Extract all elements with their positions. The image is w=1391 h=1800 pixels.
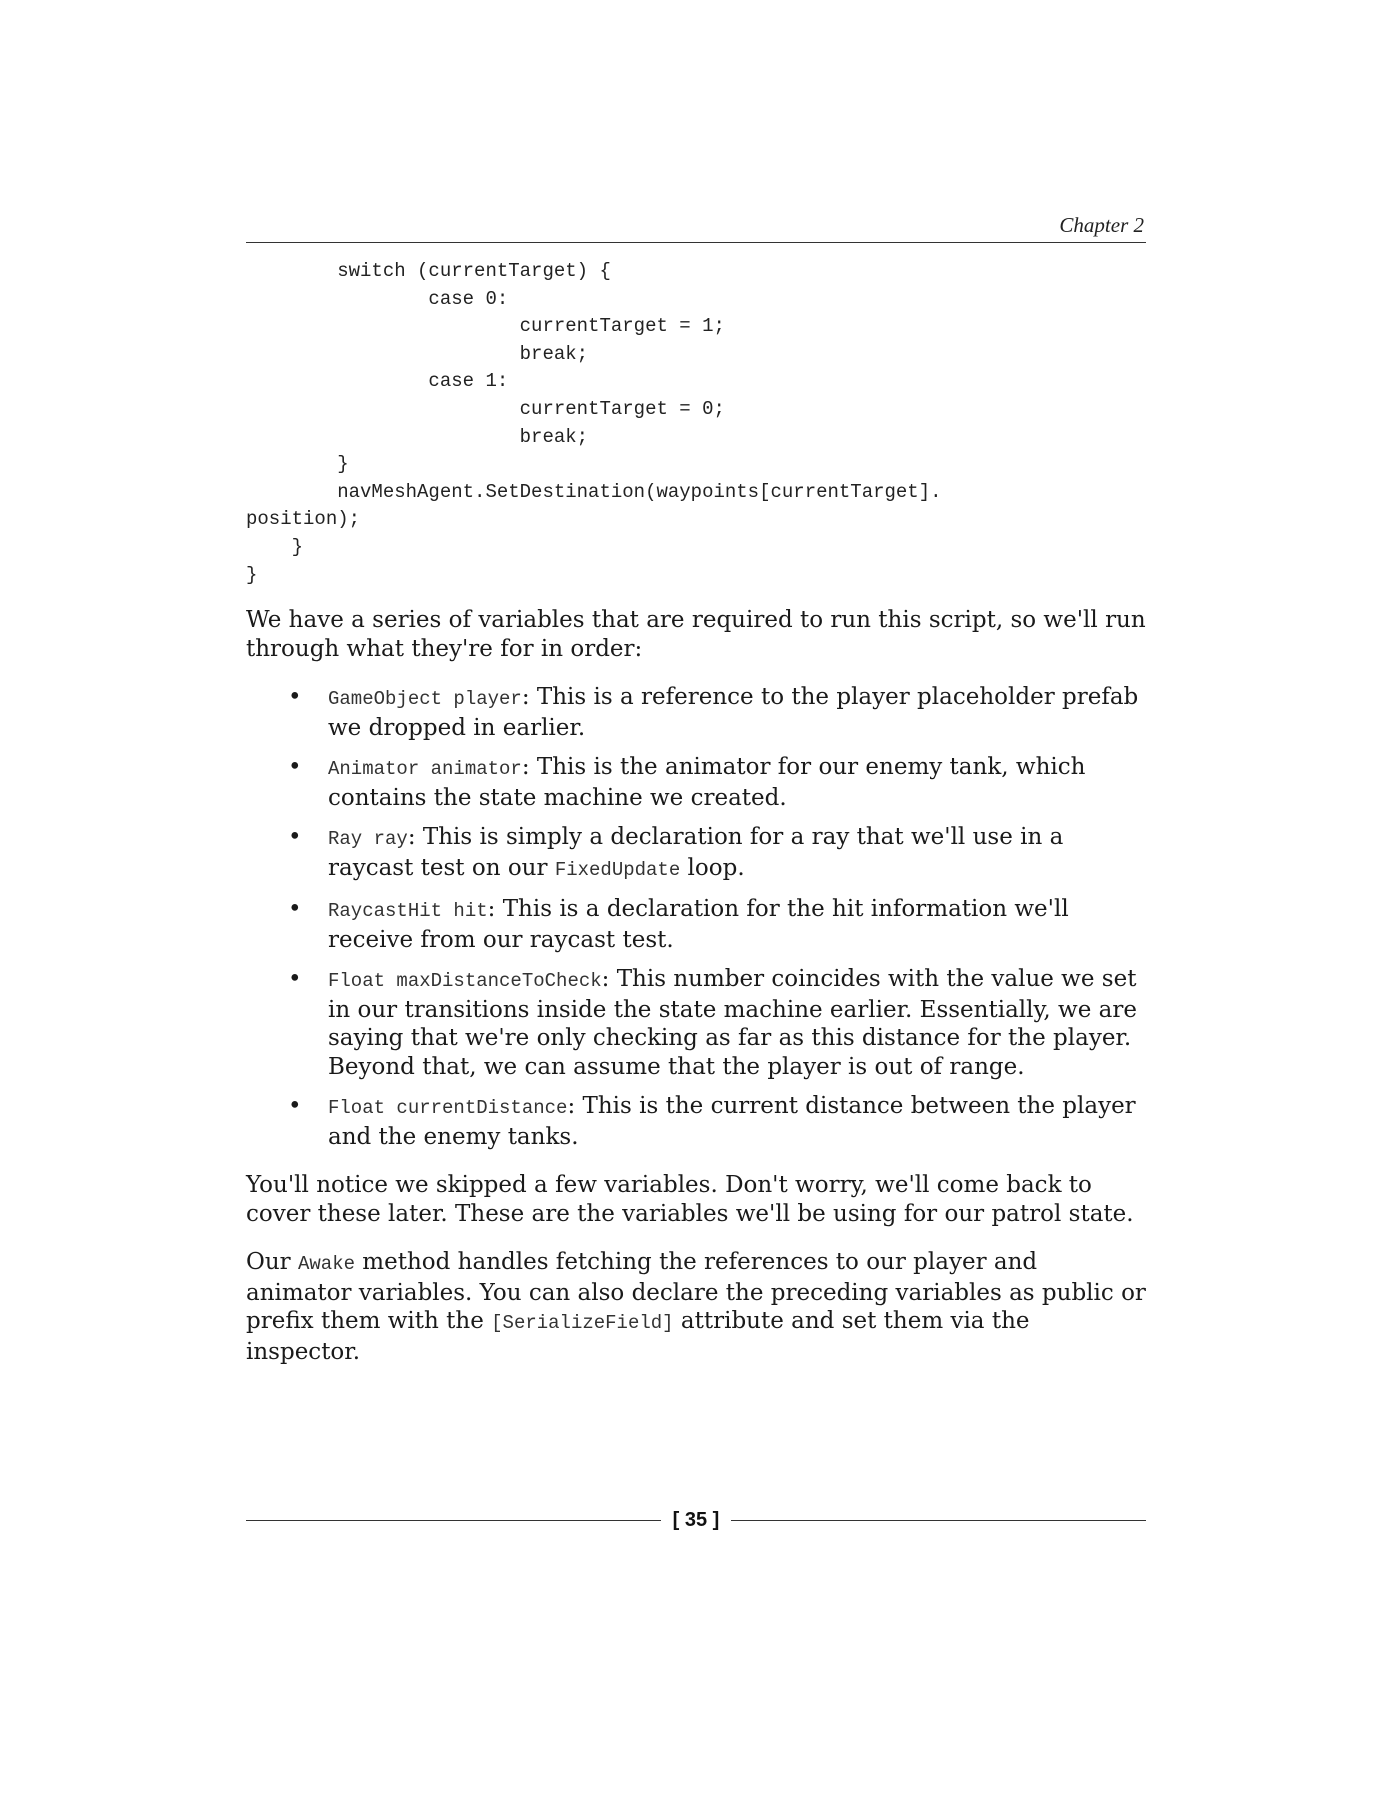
list-item-text-end: loop. xyxy=(680,854,745,881)
awake-paragraph xyxy=(246,1248,1146,1366)
list-item xyxy=(246,683,1146,742)
list-item-code: Float maxDistanceToCheck xyxy=(328,970,602,992)
awake-code: Awake xyxy=(297,1253,355,1275)
list-item-code-inline: FixedUpdate xyxy=(554,858,681,881)
list-item-code: Ray ray xyxy=(328,828,408,850)
footer-divider-right xyxy=(731,1520,1146,1521)
list-item-code: GameObject player xyxy=(328,688,522,710)
code-snippet: switch (currentTarget) { case 0: currentTarget = 1; break; case 1: currentTarget = 0; break; } navMeshAgent.SetDestination(waypoints[currentTarget]. position); } } xyxy=(246,260,942,586)
list-item-code: RaycastHit hit xyxy=(328,900,488,922)
list-item-text: : This is the current distance between the player and the enemy tanks. xyxy=(328,1093,1136,1150)
awake-text-middle: method handles fetching the references to our player and animator variables. You can also declare the preceding variables as public or prefix them with the xyxy=(246,1249,1146,1334)
body-text xyxy=(246,606,1146,1386)
list-item-code: Float currentDistance xyxy=(328,1097,568,1119)
chapter-title: Chapter 2 xyxy=(1059,213,1144,237)
list-item-text: : This is simply a declaration for a ray that we'll use in a raycast test on our xyxy=(328,824,1064,881)
bullet-icon: • xyxy=(288,1093,302,1119)
header-divider xyxy=(246,242,1146,243)
list-item xyxy=(246,1092,1146,1151)
bullet-icon: • xyxy=(288,824,302,850)
bullet-icon: • xyxy=(288,754,302,780)
list-item xyxy=(246,965,1146,1081)
list-item xyxy=(246,895,1146,954)
list-item-text: : This number coincides with the value we set in our transitions inside the state machine earlier. Essentially, we are saying that we're only checking as far as this distance for the player. Beyond that, we can assume that the player is out of range. xyxy=(328,966,1137,1080)
list-item xyxy=(246,823,1146,884)
page-footer xyxy=(246,1509,1146,1532)
skipped-variables-paragraph: You'll notice we skipped a few variables. Don't worry, we'll come back to cover these later. These are the variables we'll be using for our patrol state. xyxy=(246,1172,1134,1227)
list-item-text: : This is the animator for our enemy tank, which contains the state machine we created. xyxy=(328,754,1086,811)
intro-paragraph: We have a series of variables that are required to run this script, so we'll run through what they're for in order: xyxy=(246,607,1146,662)
list-item-text: : This is a declaration for the hit information we'll receive from our raycast test. xyxy=(328,896,1069,953)
list-item-text: : This is a reference to the player placeholder prefab we dropped in earlier. xyxy=(328,684,1139,741)
bullet-icon: • xyxy=(288,896,302,922)
serializefield-code: [SerializeField] xyxy=(491,1312,674,1334)
page-number: [ 35 ] xyxy=(672,1509,720,1531)
bullet-icon: • xyxy=(288,684,302,710)
footer-divider-left xyxy=(246,1520,661,1521)
bullet-icon: • xyxy=(288,966,302,992)
awake-text-start: Our xyxy=(246,1249,298,1275)
awake-text-end: attribute and set them via the inspector. xyxy=(246,1308,1030,1365)
list-item xyxy=(246,753,1146,812)
list-item-code: Animator animator xyxy=(328,758,522,780)
variables-list xyxy=(246,683,1146,1151)
